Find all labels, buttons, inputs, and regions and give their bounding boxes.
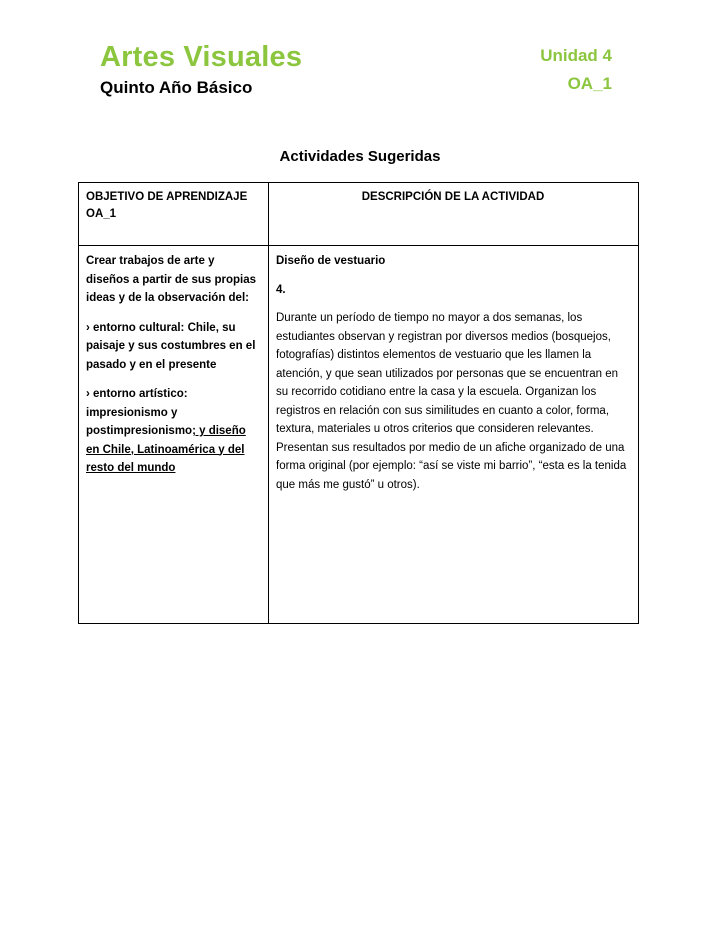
table-row <box>79 246 639 624</box>
column-header-description: DESCRIPCIÓN DE LA ACTIVIDAD <box>269 183 639 246</box>
header-right-block <box>540 44 612 96</box>
column-header-objective: OBJETIVO DE APRENDIZAJE OA_1 <box>79 183 269 246</box>
activity-number: 4. <box>276 283 286 296</box>
header-left-block <box>100 40 302 99</box>
description-cell <box>269 246 639 624</box>
activity-body: Durante un período de tiempo no mayor a dos semanas, los estudiantes observan y registran por diversos medios (bosquejos, fotografías) distintos elementos de vestuario que les llamen la atención, y que sean utilizados por personas que se encuentran en su recorrido cotidiano entre la casa y la escuela. Organizan los registros en relación con sus similitudes en cuanto a color, forma, textura, materiales u otros criterios que consideren relevantes. Presentan sus resultados por medio de un afiche organizado de una forma original (por ejemplo: “así se viste mi barrio”, “esta es la tenida que más me gustó” u otros). <box>276 312 627 491</box>
objective-bullet-artistic-underlined: ; y diseño en Chile, Latinoamérica y del resto del mundo <box>86 425 246 474</box>
objective-bullet-artistic <box>86 385 260 478</box>
table-header-row <box>79 183 639 246</box>
objective-intro: Crear trabajos de arte y diseños a partir de sus propias ideas y de la observación del: <box>86 255 256 304</box>
objective-bullet-cultural: › entorno cultural: Chile, su paisaje y sus costumbres en el pasado y en el presente <box>86 321 256 371</box>
section-title: Actividades Sugeridas <box>279 148 441 165</box>
activity-heading: Diseño de vestuario <box>276 255 386 267</box>
grade-subtitle: Quinto Año Básico <box>100 78 253 97</box>
document-header <box>78 40 642 118</box>
objective-bullet-artistic-prefix: › entorno artístico: impresionismo y postimpresionismo <box>86 388 193 437</box>
activities-table <box>78 182 639 624</box>
unit-label: Unidad 4 <box>540 46 612 65</box>
subject-title: Artes Visuales <box>100 41 303 73</box>
oa-label: OA_1 <box>567 74 612 93</box>
objective-cell <box>79 246 269 624</box>
